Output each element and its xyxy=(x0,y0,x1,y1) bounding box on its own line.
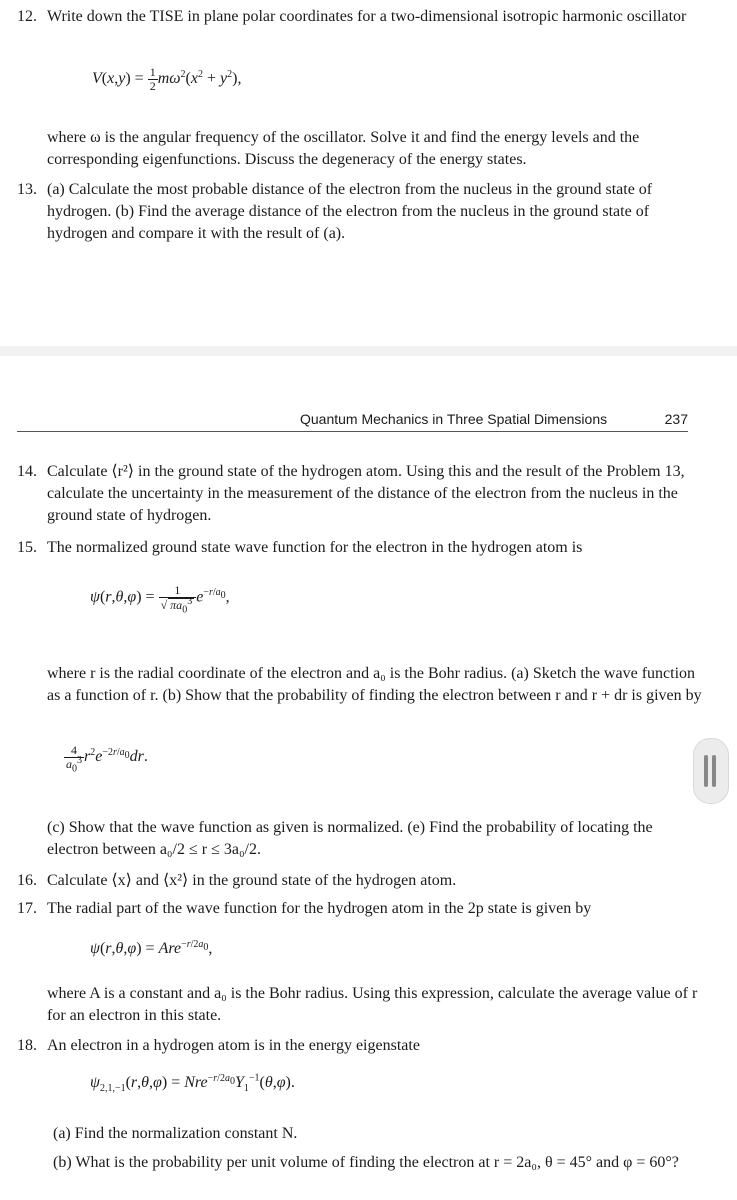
problem-text: The radial part of the wave function for the hydrogen atom in the 2p state is given by xyxy=(47,900,592,917)
problem-text-after: where ω is the angular frequency of the oscillator. Solve it and find the energy levels and the corresponding eigenfunctions. Discuss the degeneracy of the energy states. xyxy=(47,129,640,168)
equation-eigenstate: $\psi_{2,1,-1}(r,\theta,\varphi) = Nre^{-r/2a_0}Y_1^{-1}(\theta,\varphi)$. xyxy=(90,1072,295,1095)
page-gap xyxy=(0,346,737,356)
equation-probability: $\frac{4}{a_0^3}$ $r^2e^{-2r/a_0}dr$. xyxy=(66,743,148,775)
problem-number: 18. xyxy=(17,1037,37,1054)
problem-17-continued xyxy=(17,983,707,1027)
problem-number: 16. xyxy=(17,872,37,889)
problem-text: The normalized ground state wave function for the electron in the hydrogen atom is xyxy=(47,539,583,556)
equation-ground-state: ψ(r,θ,φ) = $\frac{1}{√ \pi a_0^3}$ $e^{-r/a_0}$, xyxy=(90,583,230,616)
problem-text-after: where r is the radial coordinate of the electron and a₀ is the Bohr radius. (a) Sketch the wave function as a function of r. (b) Show that the probability of finding the electron between r and r + dr is given by xyxy=(47,665,702,704)
problem-text: Calculate ⟨r²⟩ in the ground state of the hydrogen atom. Using this and the result of the Problem 13, calculate the uncertainty in the measurement of the distance of the electron from the nucleus in the ground state of hydrogen. xyxy=(47,463,685,524)
problem-14 xyxy=(17,461,707,527)
running-head xyxy=(300,408,688,430)
problem-number: 12. xyxy=(17,8,37,25)
problem-text-after2: (c) Show that the wave function as given is normalized. (e) Find the probability of locating the electron between a₀/2 ≤ r ≤ 3a₀/2. xyxy=(47,819,653,858)
problem-16 xyxy=(17,870,707,892)
problem-number: 15. xyxy=(17,539,37,556)
problem-text: An electron in a hydrogen atom is in the energy eigenstate xyxy=(47,1037,420,1054)
problem-18-parts xyxy=(17,1123,707,1174)
part-b: (b) What is the probability per unit volume of finding the electron at r = 2a₀, θ = 45° and φ = 60°? xyxy=(53,1154,679,1171)
problem-text: (a) Calculate the most probable distance of the electron from the nucleus in the ground state of hydrogen. (b) Find the average distance of the electron from the nucleus in the ground state of hydrogen and compare it with the result of (a). xyxy=(47,181,653,242)
problem-12 xyxy=(17,6,707,28)
problem-text: Calculate ⟨x⟩ and ⟨x²⟩ in the ground state of the hydrogen atom. xyxy=(47,872,457,889)
problem-15-continued xyxy=(17,663,707,707)
problem-17 xyxy=(17,898,707,920)
problem-text-after: where A is a constant and a₀ is the Bohr radius. Using this expression, calculate the average value of r for an electron in this state. xyxy=(47,985,698,1024)
problem-number: 13. xyxy=(17,181,37,198)
equation-2p-state: ψ(r,θ,φ) = Are$^{-r/2a_0}$, xyxy=(90,938,213,957)
running-head-title: Quantum Mechanics in Three Spatial Dimensions xyxy=(300,411,608,427)
problem-15-parts xyxy=(17,817,707,861)
equation-potential: V(x,y) = $\frac{1}{2}$ $m\omega^2(x^2 + y^2)$, xyxy=(92,65,242,93)
header-rule xyxy=(17,431,688,432)
part-a: (a) Find the normalization constant N. xyxy=(53,1125,298,1142)
problem-18 xyxy=(17,1035,707,1057)
problem-text: Write down the TISE in plane polar coordinates for a two-dimensional isotropic harmonic oscillator xyxy=(47,8,687,25)
problem-12-continued xyxy=(17,127,707,171)
vertical-scroll-grip-icon[interactable] xyxy=(693,738,729,804)
problem-number: 14. xyxy=(17,463,37,480)
page-number: 237 xyxy=(664,411,688,427)
problem-number: 17. xyxy=(17,900,37,917)
problem-13 xyxy=(17,179,707,245)
problem-15 xyxy=(17,537,707,559)
